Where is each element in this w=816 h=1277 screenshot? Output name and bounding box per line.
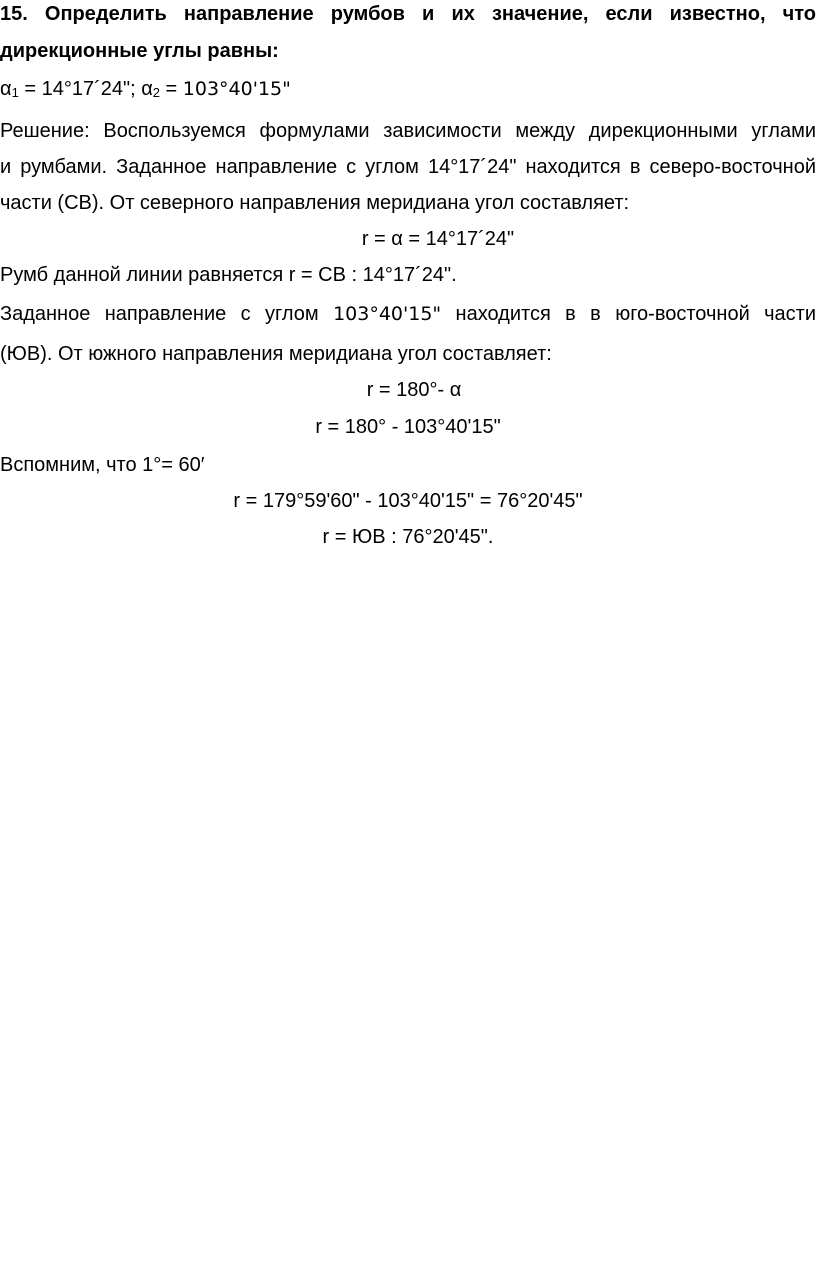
solution-paragraph-1-line-3: части (СВ). От северного направления меридиана угол составляет: xyxy=(0,192,630,214)
rumb-2-result: r = ЮВ : 76°20'45". xyxy=(322,526,494,548)
task-heading-line-1: 15. Определить направление румбов и их значение, если известно, что xyxy=(0,3,816,25)
alpha2-symbol: α xyxy=(141,78,153,100)
solution-paragraph-1-line-2: и румбами. Заданное направление с углом 14°17´24" находится в северо-восточной xyxy=(0,156,816,178)
given-angles xyxy=(0,77,816,101)
alpha1-value: = 14°17´24"; xyxy=(18,78,142,100)
formula-rumb-2-computed: r = 179°59'60" - 103°40'15" = 76°20'45" xyxy=(233,490,583,512)
formula-rumb-1: r = α = 14°17´24" xyxy=(361,228,515,250)
paragraph-2-angle: 103°40'15" xyxy=(333,303,442,325)
task-heading-line-2: дирекционные углы равны: xyxy=(0,40,279,62)
alpha1-subscript: 1 xyxy=(11,85,19,100)
rumb-1-result: Румб данной линии равняется r = СВ : 14°17´24". xyxy=(0,264,457,286)
alpha2-subscript: 2 xyxy=(152,85,160,100)
alpha2-equals: = xyxy=(160,78,183,100)
paragraph-2-start: Заданное направление с углом xyxy=(0,303,334,325)
alpha2-value: 103°40'15" xyxy=(182,78,291,100)
formula-rumb-2-substituted: r = 180° - 103°40'15" xyxy=(315,416,501,438)
formula-rumb-2-general: r = 180°- α xyxy=(366,379,462,401)
paragraph-2-end: находится в в юго-восточной части xyxy=(441,303,816,325)
solution-paragraph-1-line-1: Решение: Воспользуемся формулами зависимости между дирекционными углами xyxy=(0,120,816,142)
recall-note: Вспомним, что 1°= 60′ xyxy=(0,454,205,476)
solution-paragraph-2-line-1 xyxy=(0,302,816,326)
alpha1-symbol: α xyxy=(0,78,12,100)
solution-paragraph-2-line-2: (ЮВ). От южного направления меридиана угол составляет: xyxy=(0,343,552,365)
